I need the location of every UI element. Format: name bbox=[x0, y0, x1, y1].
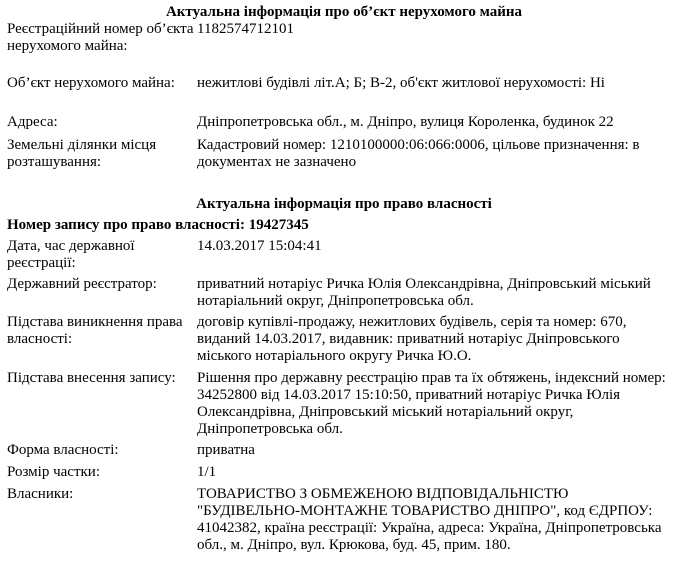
ownership-row-share-size bbox=[7, 464, 681, 486]
row-label: Реєстраційний номер об’єкта нерухомого майна: bbox=[7, 21, 194, 54]
row-value: Кадастровий номер: 1210100000:06:066:0006, цільове призначення: в документах не зазначено bbox=[197, 137, 640, 170]
row-label: Об’єкт нерухомого майна: bbox=[7, 75, 175, 91]
ownership-row-registration-date bbox=[7, 238, 681, 276]
row-value: приватний нотаріус Ричка Юлія Олександрівна, Дніпровський міський нотаріальний округ, Дніпропетровська обл. bbox=[197, 276, 651, 309]
row-label: Підстава виникнення права власності: bbox=[7, 314, 183, 347]
row-label: Підстава внесення запису: bbox=[7, 370, 176, 386]
ownership-row-grounds-of-entry bbox=[7, 370, 681, 442]
row-label: Адреса: bbox=[7, 114, 58, 130]
ownership-row-ownership-form bbox=[7, 442, 681, 464]
property-row-address bbox=[7, 114, 681, 137]
row-label: Державний реєстратор: bbox=[7, 276, 157, 292]
row-value: 14.03.2017 15:04:41 bbox=[197, 238, 322, 254]
row-label: Дата, час державної реєстрації: bbox=[7, 238, 135, 271]
property-row-land-plots bbox=[7, 137, 681, 192]
ownership-row-grounds-of-ownership bbox=[7, 314, 681, 370]
row-value: приватна bbox=[197, 442, 255, 458]
property-row-registration-number bbox=[7, 21, 681, 75]
row-label: Форма власності: bbox=[7, 442, 119, 458]
ownership-row-owners bbox=[7, 486, 681, 558]
property-row-object bbox=[7, 75, 681, 114]
row-label: Земельні ділянки місця розташування: bbox=[7, 137, 157, 170]
row-value: ТОВАРИСТВО З ОБМЕЖЕНОЮ ВІДПОВІДАЛЬНІСТЮ "БУДІВЕЛЬНО-МОНТАЖНЕ ТОВАРИСТВО ДНІПРО", код ЄДРПОУ: 41042382, країна реєстрації: Україна, адреса: Україна, Дніпропетровська обл., м. Дніпро, вул. Крюкова, буд. 45, прим. 180. bbox=[197, 486, 662, 553]
ownership-section-title: Актуальна інформація про право власності bbox=[196, 196, 492, 212]
row-value: Рішення про державну реєстрацію прав та їх обтяжень, індексний номер: 34252800 від 14.03.2017 15:10:50, приватний нотаріус Ричка Юлія Олександрівна, Дніпровський міський нотаріальний округ, Дніпропетровська обл. bbox=[197, 370, 666, 437]
row-value: нежитлові будівлі літ.А; Б; В-2, об'єкт житлової нерухомості: Ні bbox=[197, 75, 605, 91]
row-label: Власники: bbox=[7, 486, 74, 502]
row-value: договір купівлі-продажу, нежитлових будівель, серія та номер: 670, виданий 14.03.2017, видавник: приватний нотаріус Дніпровського міського нотаріального округу Ричка Ю.О. bbox=[197, 314, 627, 364]
row-label: Розмір частки: bbox=[7, 464, 100, 480]
ownership-row-registrar bbox=[7, 276, 681, 314]
ownership-record-number: Номер запису про право власності: 19427345 bbox=[7, 217, 309, 233]
row-value: 1182574712101 bbox=[197, 21, 294, 37]
row-value: Дніпропетровська обл., м. Дніпро, вулиця Короленка, будинок 22 bbox=[197, 114, 614, 130]
property-section-title: Актуальна інформація про об’єкт нерухомого майна bbox=[165, 4, 523, 20]
row-value: 1/1 bbox=[197, 464, 217, 480]
